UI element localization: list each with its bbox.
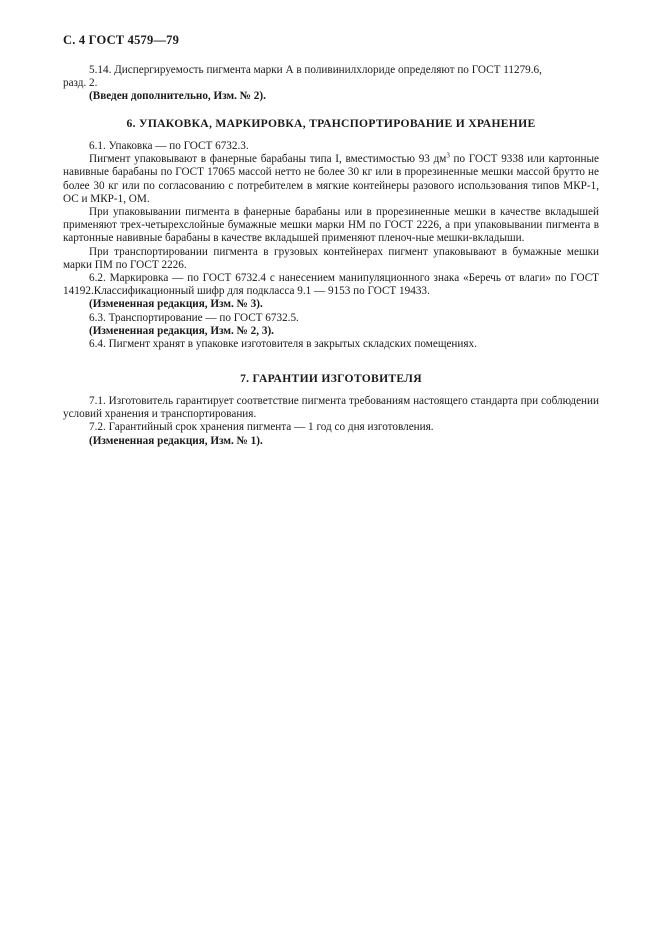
page-header: С. 4 ГОСТ 4579—79	[63, 33, 180, 47]
superscript-3: 3	[446, 151, 450, 160]
paragraph-5-14-line2: разд. 2.	[63, 77, 98, 90]
paragraph-containers: При транспортировании пигмента в грузовых контейнерах пигмент упаковывают в бумажные мешки марки ПМ по ГОСТ 2226.	[63, 245, 599, 271]
packaging-text-a: Пигмент упаковывают в фанерные барабаны типа I, вместимостью 93 дм	[89, 153, 447, 166]
section-6-heading: 6. УПАКОВКА, МАРКИРОВКА, ТРАНСПОРТИРОВАНИЕ И ХРАНЕНИЕ	[126, 117, 536, 130]
paragraph-6-3: 6.3. Транспортирование — по ГОСТ 6732.5.	[89, 311, 299, 324]
packaging-text-b: по ГОСТ 9338 или картонные навивные барабаны по ГОСТ 17065 массой нетто не более 30 кг или в прорезиненные мешки массой брутто не более 30 кг или по согласованию с потребителем в мягкие контейнеры разового использования типов МКР-1, ОС и МКР-1, ОМ.	[63, 153, 599, 205]
paragraph-7-1: 7.1. Изготовитель гарантирует соответствие пигмента требованиям настоящего стандарта при соблюдении условий хранения и транспортирования.	[63, 395, 599, 421]
amendment-note-6-3: (Измененная редакция, Изм. № 2, 3).	[89, 324, 274, 337]
section-5-14	[63, 64, 599, 104]
section-7	[63, 395, 599, 448]
amendment-note-7-2: (Измененная редакция, Изм. № 1).	[89, 434, 263, 447]
section-6	[63, 140, 599, 351]
paragraph-6-1: 6.1. Упаковка — по ГОСТ 6732.3.	[89, 140, 249, 152]
section-7-heading: 7. ГАРАНТИИ ИЗГОТОВИТЕЛЯ	[240, 372, 422, 385]
paragraph-liners: При упаковывании пигмента в фанерные барабаны или в прорезиненные мешки в качестве вкладышей применяют трех-четырехслойные бумажные мешки марки НМ по ГОСТ 2226, а при упаковывании пигмента в картонные навивные барабаны в качестве вкладышей применяют пленоч-ные мешки-вкладыши.	[63, 206, 599, 245]
paragraph-7-2: 7.2. Гарантийный срок хранения пигмента — 1 год со дня изготовления.	[89, 421, 434, 434]
paragraph-5-14-line1: 5.14. Диспергируемость пигмента марки А в поливинилхлориде определяют по ГОСТ 11279.6,	[89, 64, 542, 76]
amendment-note: (Введен дополнительно, Изм. № 2).	[89, 90, 266, 103]
paragraph-6-2: 6.2. Маркировка — по ГОСТ 6732.4 с нанесением манипуляционного знака «Беречь от влаги» по ГОСТ 14192.Классификационный шифр для подкласса 9.1 — 9153 по ГОСТ 19433.	[63, 272, 599, 298]
amendment-note-6-2: (Измененная редакция, Изм. № 3).	[89, 298, 263, 311]
paragraph-packaging	[63, 153, 599, 206]
section-7-heading-block	[63, 372, 599, 385]
paragraph-6-4: 6.4. Пигмент хранят в упаковке изготовителя в закрытых складских помещениях.	[89, 338, 477, 351]
section-6-heading-block	[63, 117, 599, 130]
